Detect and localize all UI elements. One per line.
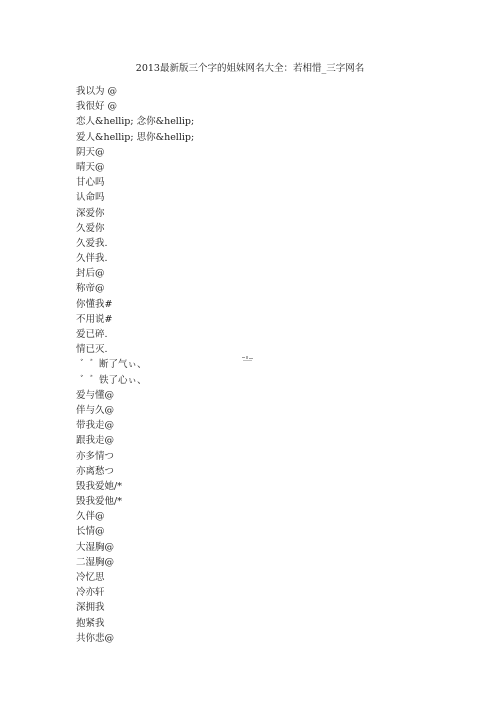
list-item: 晴天@ (76, 161, 105, 173)
list-item: 久爱我. (76, 237, 108, 249)
watermark-mark-icon (242, 356, 254, 362)
list-item: 冷亦轩 (76, 587, 105, 599)
list-item: 甘心吗 (76, 177, 105, 189)
list-item: 跟我走@ (76, 435, 115, 447)
list-item: 称帝@ (76, 283, 105, 295)
list-item: 深爱你 (76, 207, 105, 219)
list-item: 共你悲@ (76, 632, 115, 644)
list-item: 恋人&hellip; 念你&hellip; (76, 116, 195, 128)
list-item: 深拥我 (76, 602, 105, 614)
list-item: 阴天@ (76, 146, 105, 158)
list-item: 伴与久@ (76, 404, 115, 416)
list-item: 亦离愁つ (76, 465, 115, 477)
name-list (76, 84, 194, 646)
list-item: 毁我爱她/* (76, 480, 122, 492)
list-item: 爱已碎. (76, 329, 108, 340)
list-item: 带我走@ (76, 420, 115, 432)
list-item: 认命吗 (76, 192, 105, 204)
list-item: 你懂我# (76, 298, 113, 310)
list-item: 二湿胸@ (76, 556, 115, 568)
list-item: 不用说# (76, 313, 113, 325)
list-item: 久伴@ (76, 511, 105, 523)
list-item: 爱人&hellip; 思你&hellip; (76, 131, 195, 143)
list-item: ゛゛断了气ぃ、 (80, 359, 147, 371)
list-item: 我以为 @ (76, 86, 118, 97)
list-item: 长情@ (76, 526, 105, 538)
list-item: 爱与懂@ (76, 389, 115, 401)
list-item: 亦多情つ (76, 450, 115, 462)
list-item: 冷忆思 (76, 572, 105, 583)
list-item: 久伴我. (76, 253, 108, 265)
document-title: 2013最新版三个字的姐妹网名大全：若相惜_三字网名 (135, 63, 365, 74)
list-item: 抱紧我 (76, 617, 105, 629)
list-item: 久爱你 (76, 222, 105, 234)
list-item: 我很好 @ (76, 101, 118, 113)
list-item: 封后@ (76, 268, 105, 280)
list-item: 大湿胸@ (76, 541, 115, 553)
list-item: ゛゛铁了心ぃ、 (80, 374, 147, 386)
list-item: 情已灭. (76, 344, 108, 356)
list-item: 毁我爱他/* (76, 496, 122, 508)
